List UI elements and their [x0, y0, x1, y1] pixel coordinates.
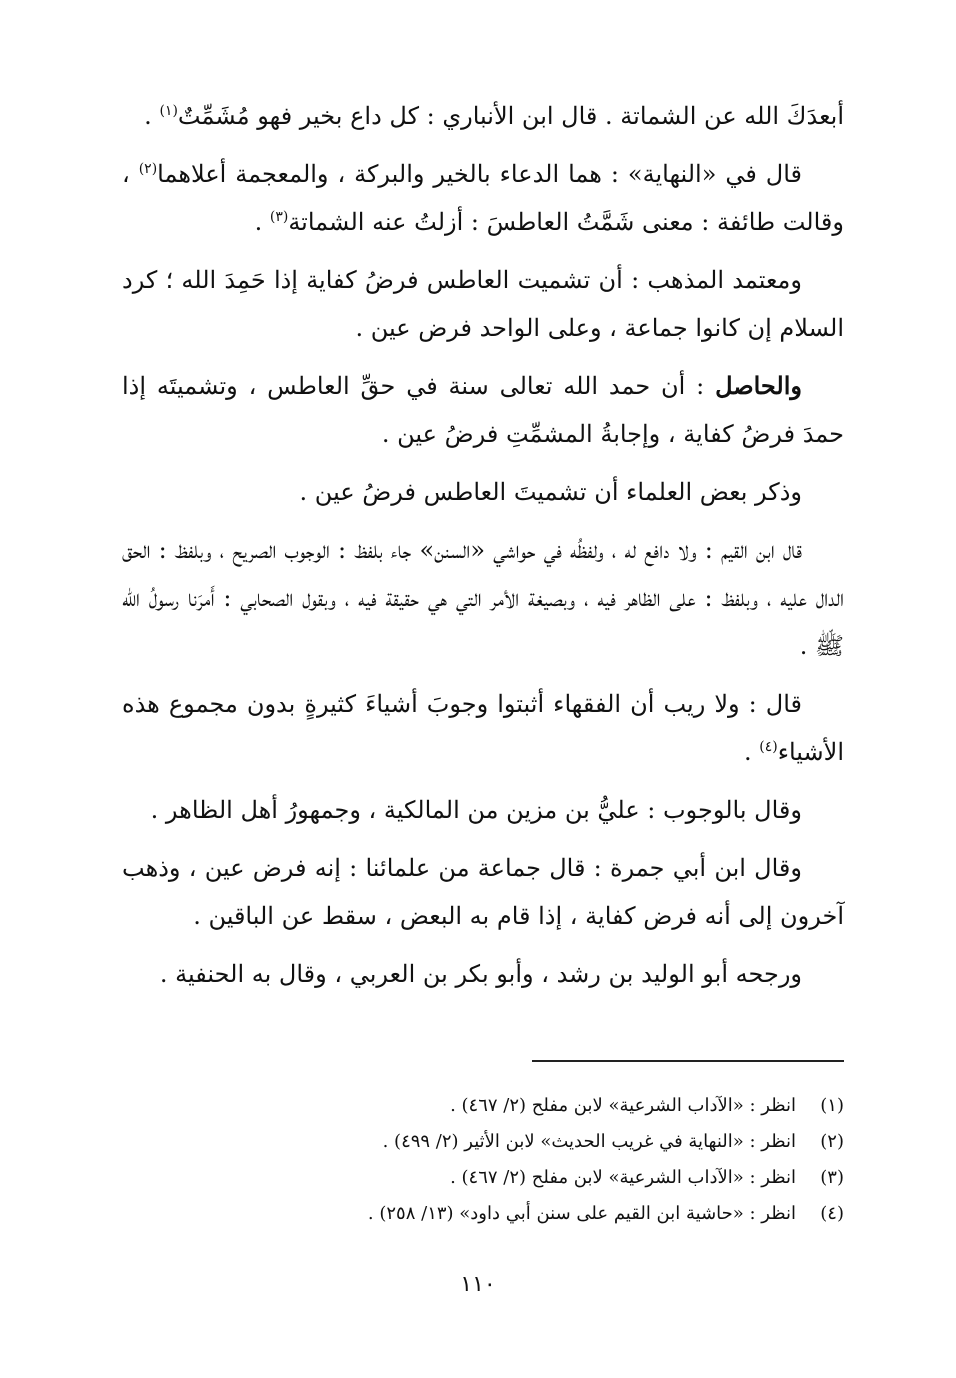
- paragraph-1-text: أبعدَكَ الله عن الشماتة . قال ابن الأنباري : كل داع بخير فهو مُشَمِّتٌ: [177, 102, 844, 130]
- footnote-number: (٢): [820, 1131, 844, 1152]
- footnote-ref-4[interactable]: (٤): [759, 739, 778, 755]
- paragraph-3-text: ومعتمد المذهب : أن تشميت العاطس فرضُ كفاية إذا حَمِدَ الله ؛ كرد السلام إن كانوا جماعة ، وعلى الواحد فرض عين .: [122, 266, 844, 342]
- paragraph-5: [122, 468, 844, 516]
- footnote-text: انظر : «الآداب الشرعية» لابن مفلح (٢/ ٤٦٧) .: [450, 1095, 796, 1116]
- main-text-body: [122, 92, 844, 1008]
- paragraph-7-text: قال : ولا ريب أن الفقهاء أثبتوا وجوبَ أشياءَ كثيرةٍ بدون مجموع هذه الأشياء: [122, 690, 844, 766]
- page-number: ١١٠: [460, 1272, 496, 1297]
- paragraph-8: [122, 786, 844, 834]
- footnote-2: [122, 1124, 844, 1160]
- paragraph-1-tail: .: [144, 102, 160, 130]
- footnote-text: انظر : «الآداب الشرعية» لابن مفلح (٢/ ٤٦٧) .: [450, 1167, 796, 1188]
- paragraph-4: [122, 362, 844, 458]
- paragraph-2-mid: ، وقالت طائفة : معنى شَمَّتُ العاطسَ : أزلتُ عنه الشماتة: [122, 160, 844, 236]
- footnotes-section: [122, 1088, 844, 1232]
- paragraph-7: [122, 680, 844, 776]
- paragraph-2-text: قال في «النهاية» : هما الدعاء بالخير والبركة ، والمعجمة أعلاهما: [157, 160, 802, 188]
- paragraph-6-text: قال ابن القيم : ولا دافع له ، ولفظُه في حواشي «السنن» جاء بلفظ : الوجوب الصريح ، وبلفظ : الحق الدال عليه ، وبلفظ : على الظاهر فيه ، وبصيغة الأمر التي هي حقيقة فيه ، وبقول الصحابي : أَمرَنا رسولُ الله ﷺ .: [122, 536, 844, 660]
- footnote-ref-3[interactable]: (٣): [269, 209, 289, 225]
- paragraph-4-lead: والحاصل: [715, 371, 802, 400]
- paragraph-8-text: وقال بالوجوب : عليُّ بن مزين من المالكية ، وجمهورُ أهل الظاهر .: [150, 796, 802, 824]
- footnote-3: [122, 1160, 844, 1196]
- paragraph-6: [122, 526, 844, 670]
- footnote-1: [122, 1088, 844, 1124]
- paragraph-5-text: وذكر بعض العلماء أن تشميتَ العاطس فرضُ عين .: [299, 478, 802, 506]
- footnote-number: (٤): [820, 1203, 844, 1224]
- paragraph-2: [122, 150, 844, 246]
- footnote-divider: [532, 1060, 844, 1062]
- footnote-number: (١): [820, 1095, 844, 1116]
- footnote-ref-1[interactable]: (١): [159, 103, 178, 119]
- paragraph-2-tail: .: [254, 208, 270, 236]
- footnote-ref-2[interactable]: (٢): [138, 161, 158, 177]
- paragraph-9: [122, 844, 844, 940]
- paragraph-9-text: وقال ابن أبي جمرة : قال جماعة من علمائنا : إنه فرض عين ، وذهب آخرون إلى أنه فرض كفاية ، إذا قام به البعض ، سقط عن الباقين .: [122, 854, 844, 930]
- paragraph-7-tail: .: [743, 738, 760, 766]
- footnote-4: [122, 1196, 844, 1232]
- footnote-number: (٣): [820, 1167, 844, 1188]
- paragraph-3: [122, 256, 844, 352]
- footnote-text: انظر : «النهاية في غريب الحديث» لابن الأثير (٢/ ٤٩٩) .: [382, 1131, 796, 1152]
- paragraph-10-text: ورجحه أبو الوليد بن رشد ، وأبو بكر بن العربي ، وقال به الحنفية .: [159, 960, 802, 988]
- footnote-text: انظر : «حاشية ابن القيم على سنن أبي داود» (١٣/ ٢٥٨) .: [367, 1203, 796, 1224]
- paragraph-4-text: : أن حمد الله تعالى سنة في حقِّ العاطس ، وتشميتَه إذا حمدَ فرضُ كفاية ، وإجابةُ المشمِّتِ فرضُ عين .: [122, 372, 844, 448]
- paragraph-10: [122, 950, 844, 998]
- paragraph-1: [122, 92, 844, 140]
